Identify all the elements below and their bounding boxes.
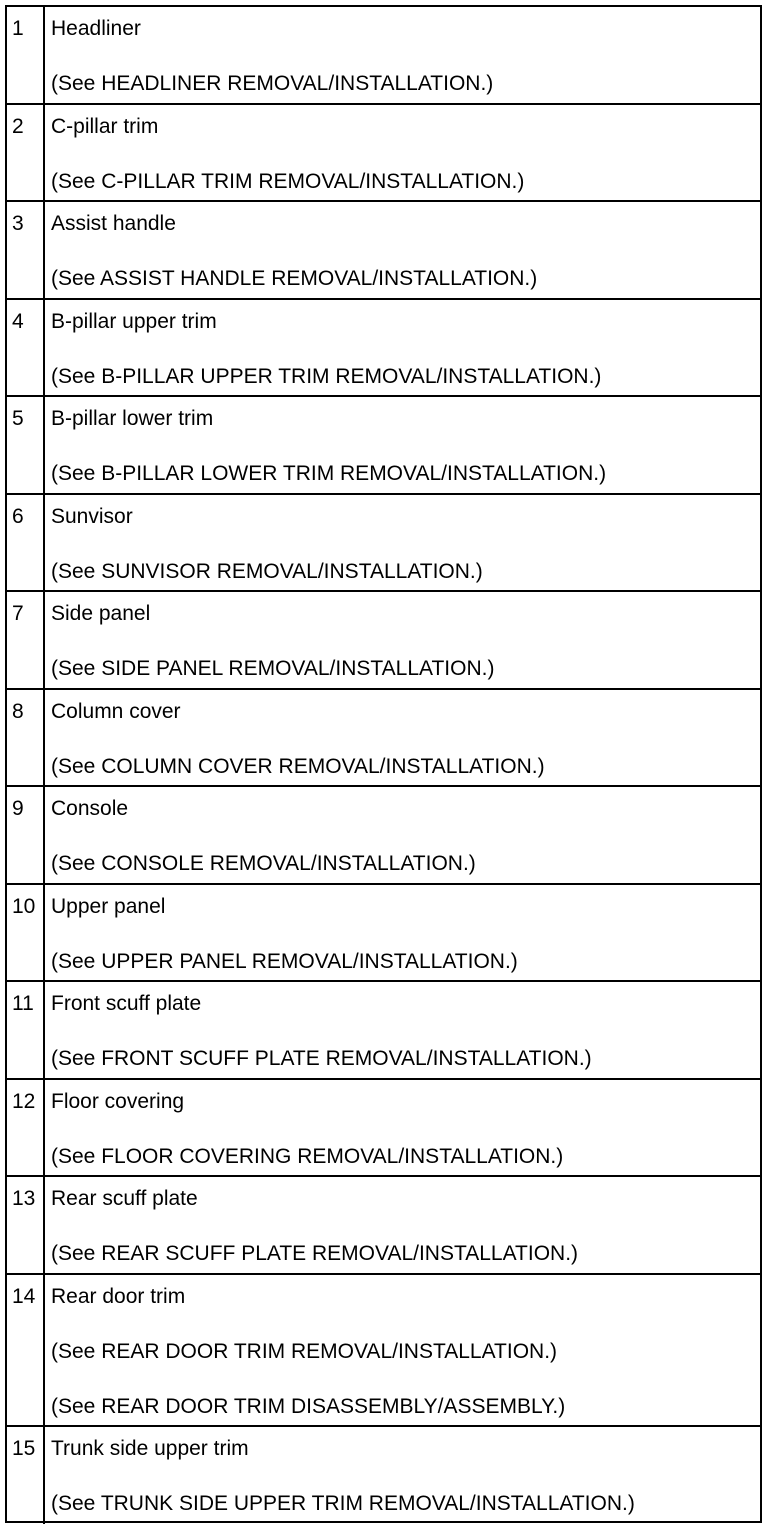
item-title: Upper panel	[51, 894, 166, 918]
item-reference-link[interactable]: (See REAR SCUFF PLATE REMOVAL/INSTALLATION.)	[51, 1242, 579, 1265]
item-title: Sunvisor	[51, 504, 133, 528]
item-reference-link[interactable]: (See HEADLINER REMOVAL/INSTALLATION.)	[51, 72, 494, 95]
item-description	[45, 495, 760, 591]
item-description	[45, 690, 760, 786]
table-row	[7, 592, 760, 690]
item-title: Rear scuff plate	[51, 1187, 198, 1210]
item-reference-link[interactable]: (See B-PILLAR LOWER TRIM REMOVAL/INSTALLATION.)	[51, 462, 607, 485]
table-row	[7, 202, 760, 300]
item-title: Rear door trim	[51, 1284, 186, 1308]
table-row	[7, 982, 760, 1080]
table-row	[7, 787, 760, 885]
item-title: Headliner	[51, 17, 141, 40]
table-row	[7, 105, 760, 203]
item-number: 5	[7, 397, 45, 493]
item-number: 14	[7, 1275, 45, 1425]
item-reference-link[interactable]: (See CONSOLE REMOVAL/INSTALLATION.)	[51, 852, 476, 875]
table-row	[7, 1427, 760, 1524]
item-description	[45, 397, 760, 493]
item-title: Side panel	[51, 602, 151, 625]
item-description	[45, 1080, 760, 1176]
table-row	[7, 397, 760, 495]
table-row	[7, 690, 760, 788]
item-description	[45, 300, 760, 396]
item-description	[45, 1177, 760, 1273]
parts-table	[5, 5, 762, 1523]
item-title: Column cover	[51, 699, 181, 723]
item-title: Floor covering	[51, 1089, 185, 1113]
item-number: 2	[7, 105, 45, 201]
item-number: 10	[7, 885, 45, 981]
item-reference-link[interactable]: (See REAR DOOR TRIM REMOVAL/INSTALLATION.)	[51, 1339, 558, 1363]
item-description	[45, 1427, 760, 1524]
item-description	[45, 105, 760, 201]
item-description	[45, 787, 760, 883]
item-number: 12	[7, 1080, 45, 1176]
item-reference-link[interactable]: (See ASSIST HANDLE REMOVAL/INSTALLATION.)	[51, 267, 538, 290]
item-description	[45, 592, 760, 688]
item-reference-link[interactable]: (See B-PILLAR UPPER TRIM REMOVAL/INSTALLATION.)	[51, 364, 602, 388]
item-description	[45, 202, 760, 298]
item-number: 13	[7, 1177, 45, 1273]
item-number: 11	[7, 982, 45, 1078]
item-title: C-pillar trim	[51, 114, 159, 138]
item-title: Assist handle	[51, 212, 176, 235]
item-number: 8	[7, 690, 45, 786]
item-description	[45, 885, 760, 981]
table-row	[7, 1275, 760, 1427]
item-title: Trunk side upper trim	[51, 1436, 249, 1460]
item-title: B-pillar lower trim	[51, 407, 214, 430]
item-reference-link[interactable]: (See UPPER PANEL REMOVAL/INSTALLATION.)	[51, 949, 518, 973]
item-reference-link[interactable]: (See FLOOR COVERING REMOVAL/INSTALLATION.)	[51, 1144, 564, 1168]
table-row	[7, 1177, 760, 1275]
item-number: 3	[7, 202, 45, 298]
item-number: 9	[7, 787, 45, 883]
item-number: 15	[7, 1427, 45, 1524]
item-title: B-pillar upper trim	[51, 309, 217, 333]
item-reference-link[interactable]: (See REAR DOOR TRIM DISASSEMBLY/ASSEMBLY.)	[51, 1394, 566, 1418]
item-title: Console	[51, 797, 129, 820]
item-description	[45, 7, 760, 103]
item-title: Front scuff plate	[51, 992, 202, 1015]
item-reference-link[interactable]: (See SUNVISOR REMOVAL/INSTALLATION.)	[51, 559, 483, 583]
item-description	[45, 982, 760, 1078]
item-number: 1	[7, 7, 45, 103]
table-row	[7, 300, 760, 398]
item-number: 4	[7, 300, 45, 396]
item-number: 6	[7, 495, 45, 591]
item-reference-link[interactable]: (See SIDE PANEL REMOVAL/INSTALLATION.)	[51, 657, 495, 680]
table-row	[7, 495, 760, 593]
item-reference-link[interactable]: (See C-PILLAR TRIM REMOVAL/INSTALLATION.)	[51, 169, 525, 193]
item-description	[45, 1275, 760, 1425]
item-number: 7	[7, 592, 45, 688]
table-row	[7, 7, 760, 105]
table-row	[7, 1080, 760, 1178]
table-row	[7, 885, 760, 983]
item-reference-link[interactable]: (See TRUNK SIDE UPPER TRIM REMOVAL/INSTALLATION.)	[51, 1491, 635, 1515]
item-reference-link[interactable]: (See COLUMN COVER REMOVAL/INSTALLATION.)	[51, 754, 545, 778]
item-reference-link[interactable]: (See FRONT SCUFF PLATE REMOVAL/INSTALLATION.)	[51, 1047, 592, 1070]
